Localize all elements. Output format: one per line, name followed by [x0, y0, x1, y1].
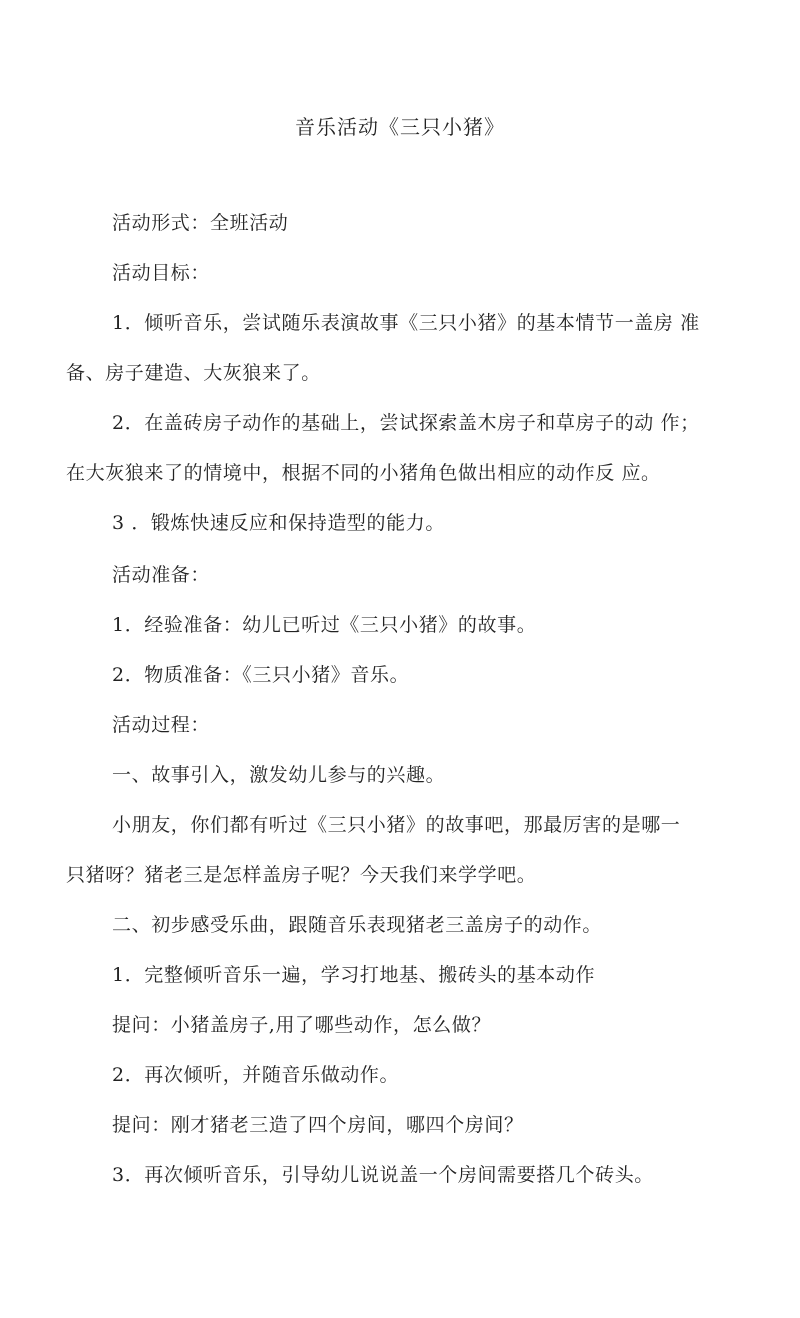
text-line-prep-2: 2．物质准备：《三只小猪》音乐。 — [112, 664, 410, 686]
text-line-process-heading: 活动过程： — [112, 714, 211, 736]
text-line-prep-heading: 活动准备： — [112, 564, 211, 586]
text-line-story-question: 小朋友，你们都有听过《三只小猪》的故事吧，那最厉害的是哪一 — [112, 814, 681, 836]
text-line-goal-3: 3 ．锻炼快速反应和保持造型的能力。 — [112, 512, 445, 534]
text-line-step-2: 2．再次倾听，并随音乐做动作。 — [112, 1064, 400, 1086]
text-line-activity-form: 活动形式：全班活动 — [112, 212, 289, 234]
document-title: 音乐活动《三只小猪》 — [295, 115, 505, 139]
text-line-question-2: 提问：刚才猪老三造了四个房间，哪四个房间？ — [112, 1114, 524, 1136]
text-line-step-1: 1．完整倾听音乐一遍，学习打地基、搬砖头的基本动作 — [112, 964, 596, 986]
text-line-section-1: 一、故事引入，激发幼儿参与的兴趣。 — [112, 764, 446, 786]
text-line-goal-2-cont: 在大灰狼来了的情境中，根据不同的小猪角色做出相应的动作反 应。 — [66, 462, 661, 484]
text-line-goal-1-cont: 备、房子建造、大灰狼来了。 — [66, 362, 321, 384]
text-line-goal-2: 2．在盖砖房子动作的基础上，尝试探索盖木房子和草房子的动 作； — [112, 412, 700, 434]
text-line-step-3: 3．再次倾听音乐，引导幼儿说说盖一个房间需要搭几个砖头。 — [112, 1164, 654, 1186]
text-line-question-1: 提问：小猪盖房子,用了哪些动作，怎么做？ — [112, 1014, 492, 1036]
text-line-story-question-cont: 只猪呀？猪老三是怎样盖房子呢？今天我们来学学吧。 — [66, 864, 537, 886]
text-line-prep-1: 1．经验准备：幼儿已听过《三只小猪》的故事。 — [112, 614, 537, 636]
text-line-goals-heading: 活动目标： — [112, 262, 211, 284]
text-line-goal-1: 1．倾听音乐，尝试随乐表演故事《三只小猪》的基本情节一盖房 准 — [112, 312, 700, 334]
text-line-section-2: 二、初步感受乐曲，跟随音乐表现猪老三盖房子的动作。 — [112, 914, 603, 936]
